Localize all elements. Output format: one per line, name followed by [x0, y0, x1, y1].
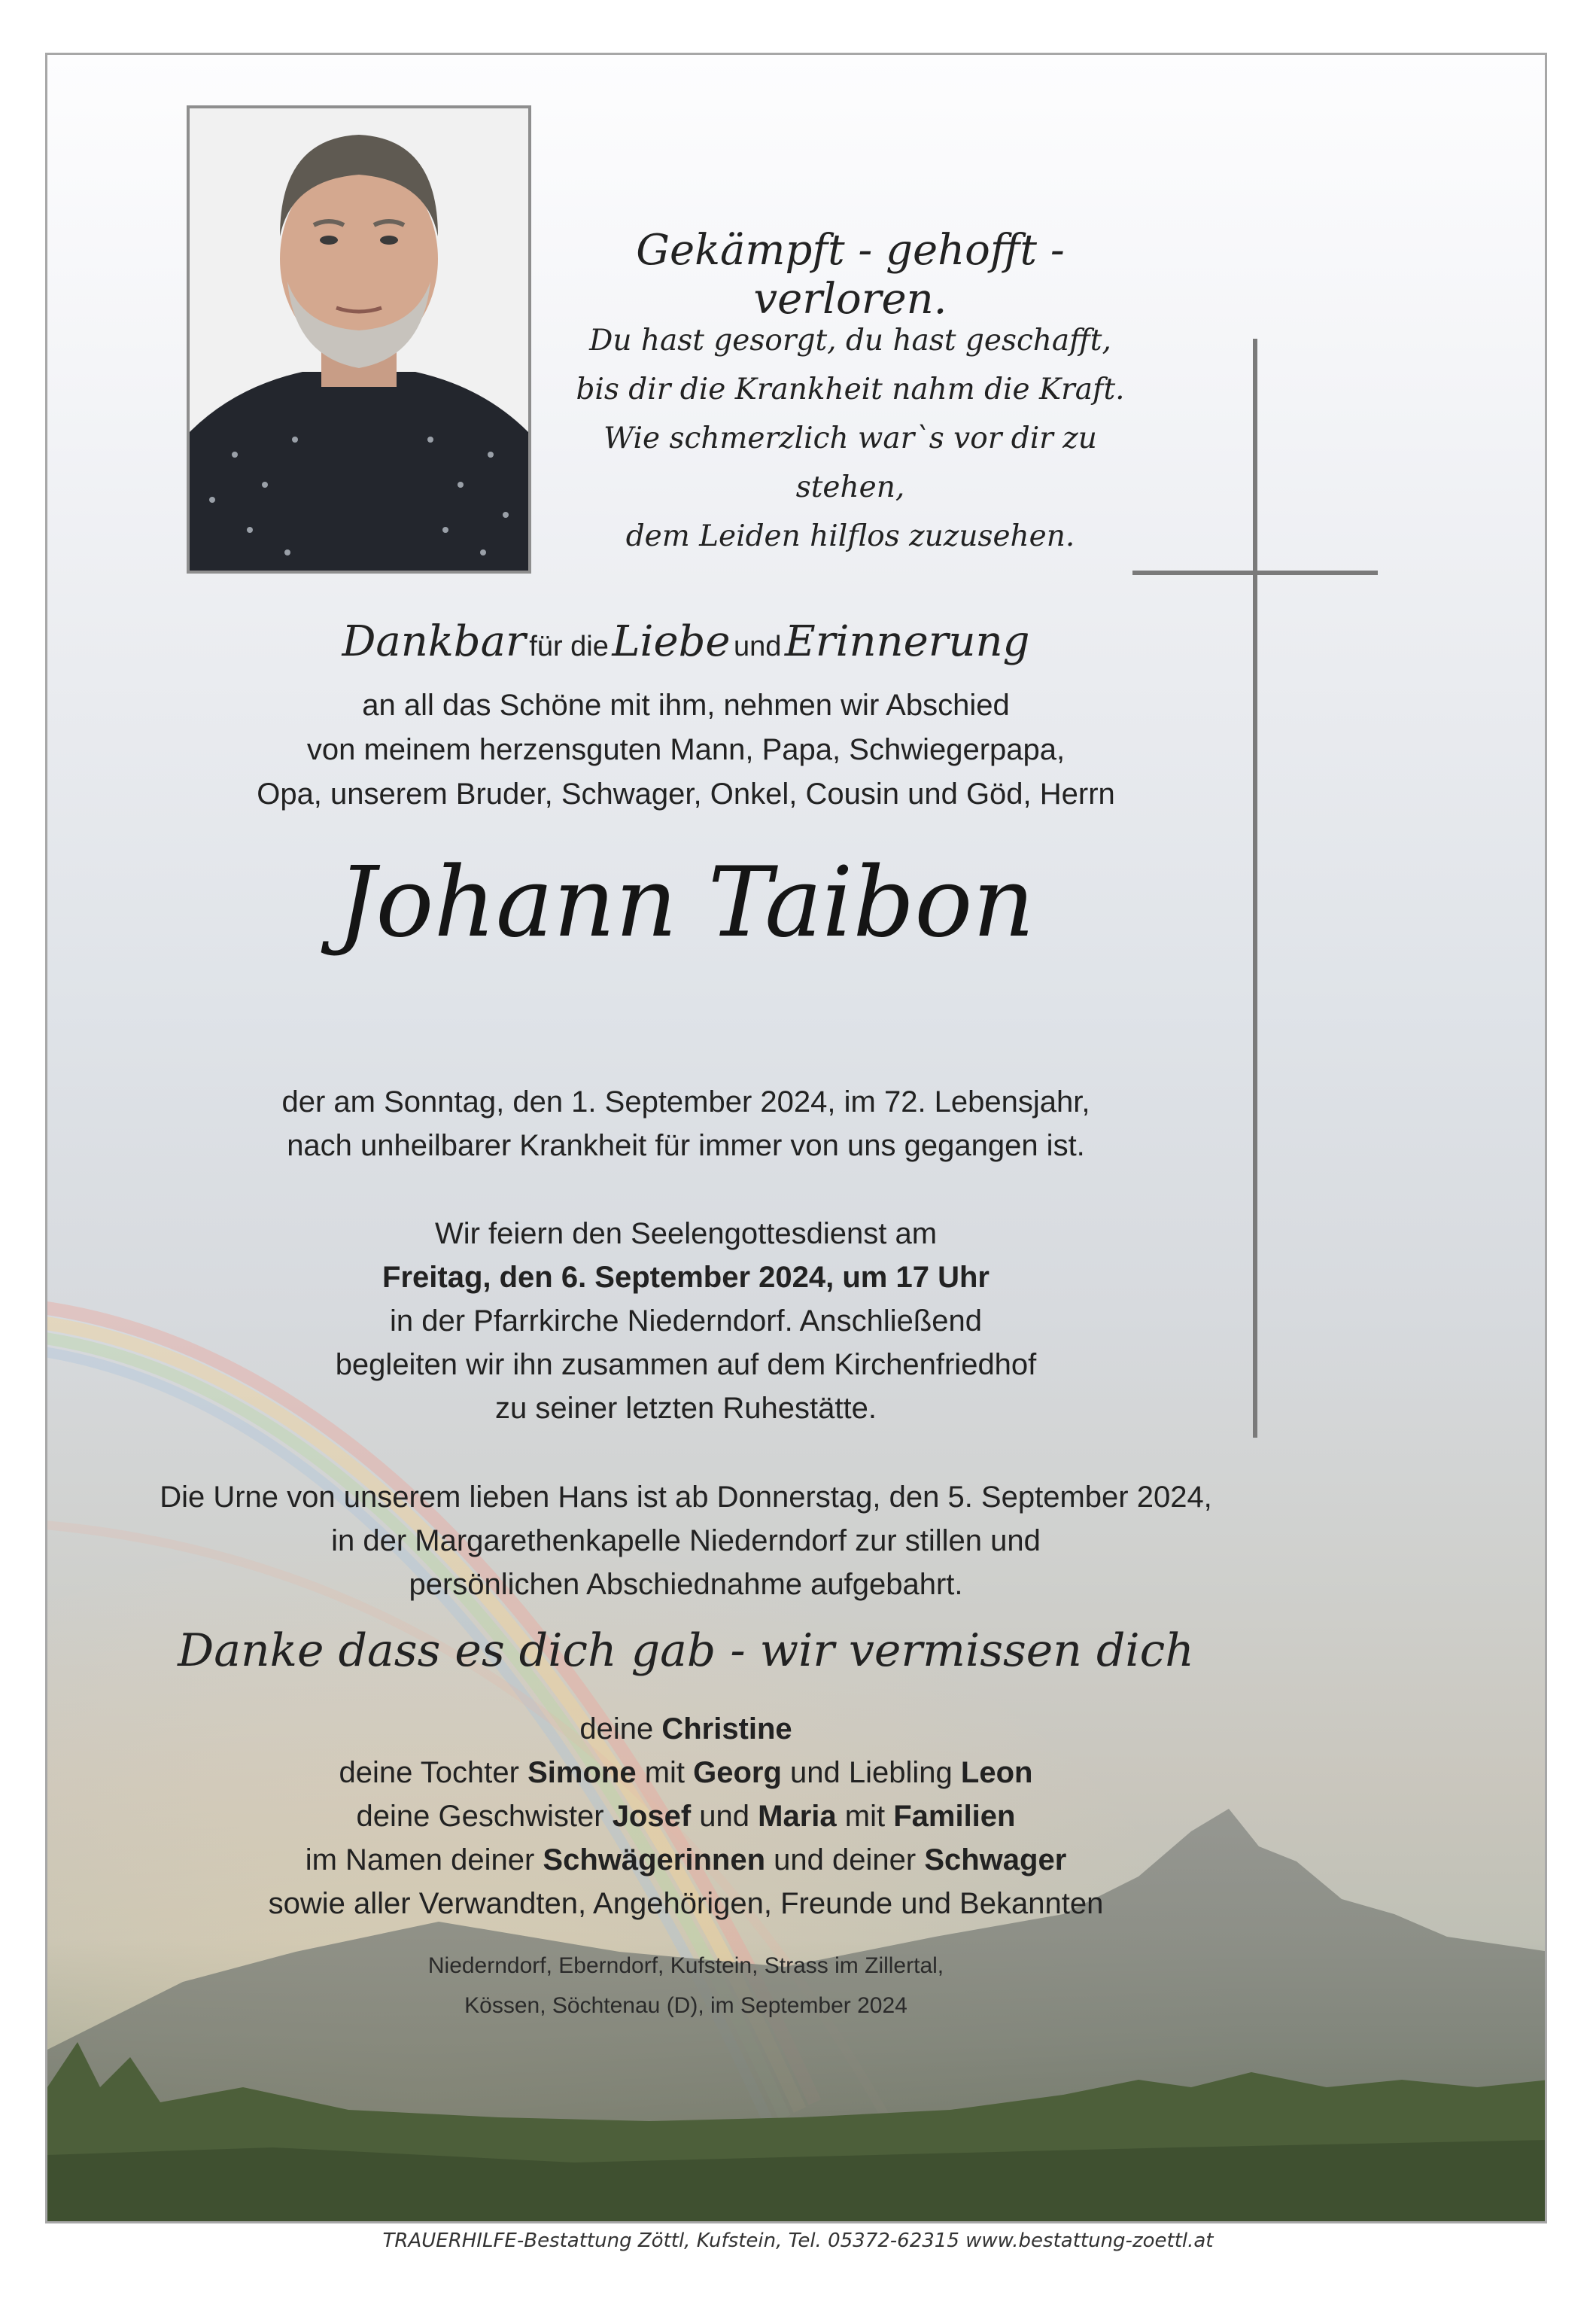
mourner-line: im Namen deiner Schwägerinnen und deiner Schwager	[305, 1843, 1067, 1876]
death-line: der am Sonntag, den 1. September 2024, im 72. Lebensjahr,	[281, 1085, 1090, 1119]
dedication-heading	[0, 617, 1372, 666]
service-info	[0, 1212, 1372, 1430]
mourner-line: sowie aller Verwandten, Angehörigen, Freunde und Bekannten	[268, 1887, 1104, 1920]
mourner-line: deine Christine	[579, 1712, 792, 1746]
urn-line: Die Urne von unserem lieben Hans ist ab Donnerstag, den 5. September 2024,	[160, 1481, 1212, 1514]
urn-line: in der Margarethenkapelle Niederndorf zur stillen und	[331, 1524, 1041, 1557]
intro-paragraph	[0, 683, 1372, 817]
deceased-name: Johann Taibon	[337, 847, 1035, 959]
cross-horizontal-bar	[1132, 571, 1378, 575]
intro-line: von meinem herzensguten Mann, Papa, Schwiegerpapa,	[306, 733, 1066, 766]
closing-phrase: Danke dass es dich gab - wir vermissen dich	[178, 1624, 1194, 1677]
verse-lines	[557, 316, 1144, 561]
mourner-line: deine Geschwister Josef und Maria mit Familien	[356, 1800, 1016, 1833]
mourners-list	[0, 1707, 1372, 1925]
service-line: in der Pfarrkirche Niederndorf. Anschließend	[389, 1304, 983, 1338]
urn-info	[0, 1475, 1372, 1606]
death-line: nach unheilbarer Krankheit für immer von uns gegangen ist.	[287, 1129, 1085, 1162]
service-line: zu seiner letzten Ruhestätte.	[495, 1392, 877, 1425]
places-line: Kössen, Söchtenau (D), im September 2024	[464, 1993, 907, 2018]
verse-line: Wie schmerzlich war`s vor dir zu stehen,	[603, 422, 1097, 504]
service-line: begleiten wir ihn zusammen auf dem Kirchenfriedhof	[335, 1348, 1037, 1381]
dedication-word: Erinnerung	[784, 617, 1030, 666]
places-and-date	[0, 1946, 1372, 2026]
dedication-word: Dankbar	[342, 617, 526, 666]
urn-line: persönlichen Abschiednahme aufgebahrt.	[409, 1568, 963, 1601]
funeral-home-footer: TRAUERHILFE-Bestattung Zöttl, Kufstein, Tel. 05372-62315 www.bestattung-zoettl.at	[382, 2230, 1214, 2252]
portrait-photo	[187, 105, 531, 574]
death-notice	[0, 1080, 1372, 1167]
dedication-word: und	[734, 631, 782, 662]
mourner-line: deine Tochter Simone mit Georg und Liebling Leon	[339, 1756, 1033, 1789]
places-line: Niederndorf, Eberndorf, Kufstein, Strass im Zillertal,	[427, 1953, 944, 1978]
verse-line: Du hast gesorgt, du hast geschafft,	[589, 324, 1111, 358]
intro-line: Opa, unserem Bruder, Schwager, Onkel, Cousin und Göd, Herrn	[257, 778, 1115, 811]
intro-line: an all das Schöne mit ihm, nehmen wir Abschied	[362, 689, 1010, 722]
verse-line: bis dir die Krankheit nahm die Kraft.	[576, 373, 1125, 406]
dedication-word: Liebe	[612, 617, 731, 666]
verse-line: dem Leiden hilflos zuzusehen.	[625, 519, 1075, 553]
dedication-word: für die	[529, 631, 609, 662]
service-date: Freitag, den 6. September 2024, um 17 Uhr	[382, 1261, 990, 1294]
verse-title: Gekämpft - gehofft - verloren.	[636, 226, 1065, 324]
service-line: Wir feiern den Seelengottesdienst am	[434, 1217, 938, 1250]
